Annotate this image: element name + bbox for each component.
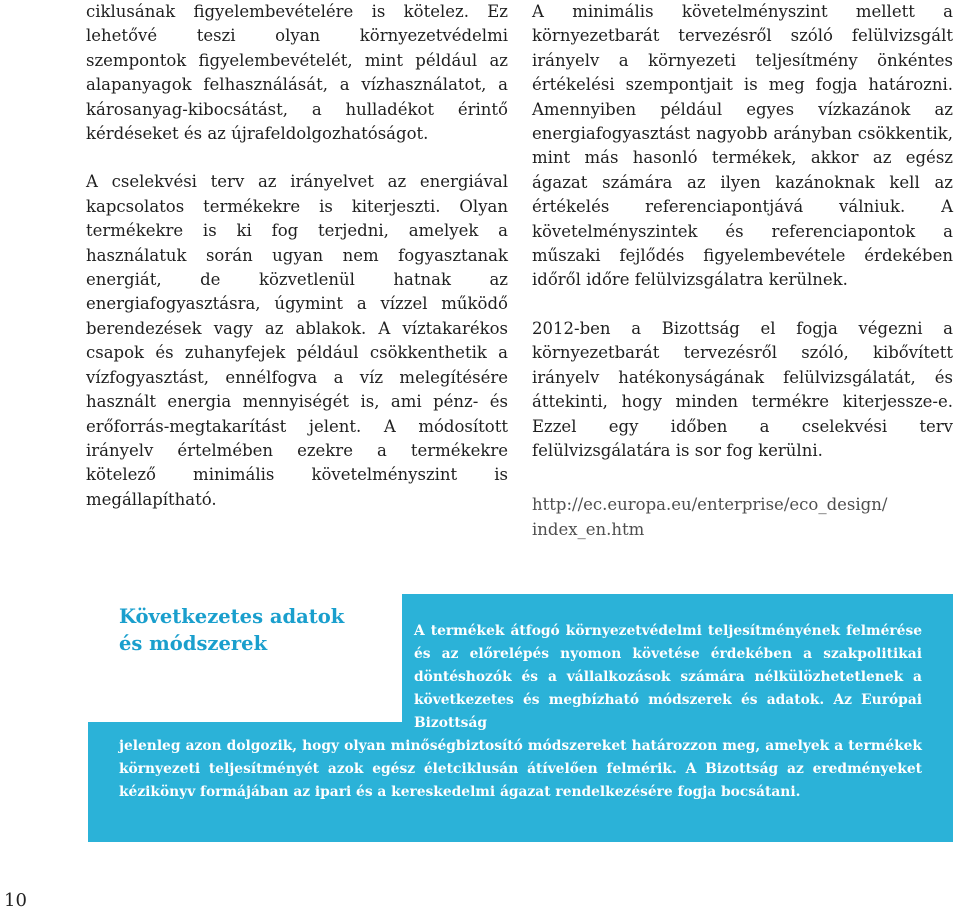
left-paragraph-2: A cselekvési terv az irányelvet az energiával kapcsolatos termékekre is kiterjeszti. Olyan termékekre is ki fog terjedni, amelyek a használatuk során ugyan nem fogyasztanak energiát, de közvetlenül hatnak az energiafogyasztásra, úgymint a vízzel működő berendezések vagy az ablakok. A víztakarékos csapok és zuhanyfejek például csökkenthetik a vízfogyasztást, ennélfogva a víz melegítésére használt energia mennyiségét is, ami pénz- és erőforrás-megtakarítást jelent. A módosított irányelv értelmében ezekre a termékekre kötelező minimális követelményszint is megállapítható.: [86, 172, 508, 509]
info-box-text-lower: jelenleg azon dolgozik, hogy olyan minőségbiztosító módszereket határozzon meg, amelyek a termékek környezeti teljesítményét azok egész életciklusán átívelően felmérik. A Bizottság az eredményeket kézikönyv formájában az ipari és a kereskedelmi ágazat rendelkezésére fogja bocsátani.: [119, 738, 922, 800]
right-text-column: [532, 0, 953, 542]
info-box-text-upper: A termékek átfogó környezetvédelmi teljesítményének felmérése és az előrelépés nyomon követése érdekében a szakpolitikai döntéshozók és a vállalkozások számára nélkülözhetetlenek a következetes és megbízható módszerek és adatok. Az Európai Bizottság: [414, 623, 922, 731]
info-box-heading-line-1: Következetes adatok: [119, 605, 345, 628]
source-url-line-1[interactable]: http://ec.europa.eu/enterprise/eco_design/: [532, 495, 888, 515]
info-box-heading: [119, 603, 344, 657]
page-number: 10: [4, 890, 27, 911]
info-box-heading-line-2: és módszerek: [119, 632, 268, 655]
left-text-column: [86, 0, 508, 512]
left-paragraph-1: ciklusának figyelembevételére is kötelez. Ez lehetővé teszi olyan környezetvédelmi szempontok figyelembevételét, mint például az alapanyagok felhasználását, a vízhasználatot, a károsanyag-kibocsátást, a hulladékot érintő kérdéseket és az újrafeldolgozhatóságot.: [86, 2, 508, 144]
source-url-line-2[interactable]: index_en.htm: [532, 519, 645, 539]
right-paragraph-1: A minimális követelményszint mellett a környezetbarát tervezésről szóló felülvizsgált irányelv a környezeti teljesítmény önkéntes értékelési szempontjait is meg fogja határozni. Amennyiben például egyes vízkazánok az energiafogyasztást nagyobb arányban csökkentik, mint más hasonló termékek, akkor az egész ágazat számára az ilyen kazánoknak kell az értékelés referenciapontjává válniuk. A követelményszintek és referenciapontok a műszaki fejlődés figyelembevétele érdekében időről időre felülvizsgálatra kerülnek.: [532, 2, 953, 290]
source-url[interactable]: [532, 493, 953, 542]
right-paragraph-2: 2012-ben a Bizottság el fogja végezni a környezetbarát tervezésről szóló, kibővített irányelv hatékonyságának felülvizsgálatát, és áttekinti, hogy minden termékre kiterjessze-e. Ezzel egy időben a cselekvési terv felülvizsgálatára is sor fog kerülni.: [532, 318, 953, 460]
